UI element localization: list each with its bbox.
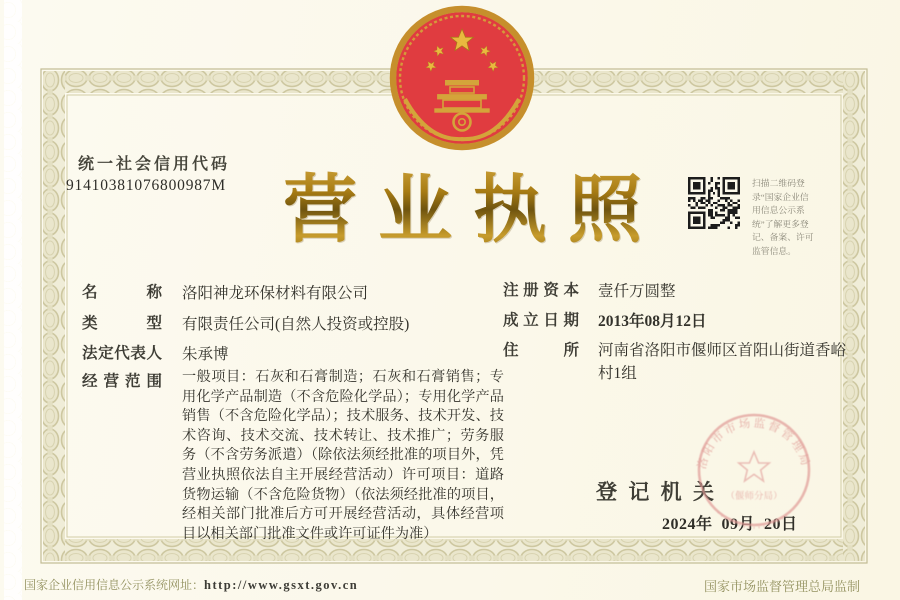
field-scope-value: 一般项目：石灰和石膏制造；石灰和石膏销售；专用化学产品制造（不含危险化学品）；专用化学产品销售（不含危险化学品）；技术服务、技术开发、技术咨询、技术交流、技术转让、技术推广；劳务服务（不含劳务派遣）（除依法须经批准的项目外，凭营业执照依法自主开展经营活动）许可项目：道路货物运输（不含危险货物）（依法须经批准的项目，经相关部门批准后方可开展经营活动，具体经营项目以相关部门批准文件或许可证件为准） bbox=[182, 369, 504, 542]
field-name-value: 洛阳神龙环保材料有限公司 bbox=[182, 285, 369, 302]
credit-code-label: 统一社会信用代码 bbox=[78, 156, 231, 173]
registration-date: 2024年 09月 20日 bbox=[662, 516, 798, 533]
field-established-label: 成立日期 bbox=[503, 312, 579, 329]
seal-arc-text: 洛阳市市场监督管理局 bbox=[696, 417, 812, 471]
qr-caption: 扫描二维码登录“国家企业信用信息公示系统”了解更多登记、备案、许可监管信息。 bbox=[752, 178, 814, 256]
field-type-value: 有限责任公司(自然人投资或控股) bbox=[182, 316, 410, 333]
field-legal-rep-label: 法定代表人 bbox=[82, 345, 162, 362]
field-type-label: 类型 bbox=[82, 315, 162, 332]
field-legal-rep-value: 朱承博 bbox=[182, 346, 229, 363]
deckle-edge bbox=[4, 0, 22, 600]
field-address-value: 河南省洛阳市偃师区首阳山街道香峪村1组 bbox=[598, 342, 847, 382]
field-established-value: 2013年08月12日 bbox=[598, 313, 707, 330]
field-address-label: 住所 bbox=[503, 342, 579, 359]
seal-star-icon bbox=[739, 452, 769, 481]
qr-code bbox=[688, 177, 740, 229]
credit-code-value: 91410381076800987M bbox=[66, 177, 226, 194]
svg-text:洛阳市市场监督管理局 bbox=[695, 416, 812, 471]
field-capital-value: 壹仟万圆整 bbox=[598, 283, 676, 300]
footer-website-url: http://www.gsxt.gov.cn bbox=[204, 578, 359, 592]
license-title: 营业执照 bbox=[283, 151, 663, 257]
footer-website bbox=[24, 576, 358, 594]
official-seal bbox=[688, 406, 820, 538]
field-name-label: 名称 bbox=[82, 284, 162, 301]
registration-authority-label: 登记机关 bbox=[596, 480, 714, 504]
national-emblem-icon bbox=[386, 5, 538, 151]
seal-sub-text: （偃师分局） bbox=[725, 492, 783, 502]
field-capital-label: 注册资本 bbox=[503, 282, 579, 299]
field-scope-label: 经营范围 bbox=[82, 373, 162, 390]
footer-issuer: 国家市场监督管理总局监制 bbox=[703, 579, 860, 594]
footer-website-label: 国家企业信用信息公示系统网址： bbox=[24, 578, 205, 592]
